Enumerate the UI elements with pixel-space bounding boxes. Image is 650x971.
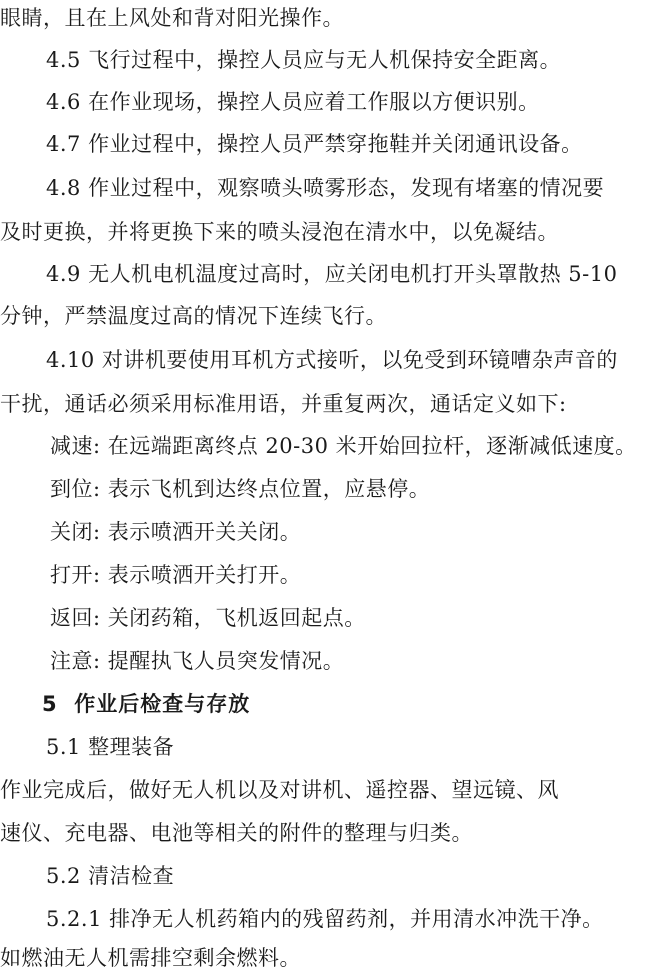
clause-4-10-continued: 干扰，通话必须采用标准用语，并重复两次，通话定义如下: (0, 392, 567, 416)
clause-4-9-continued: 分钟，严禁温度过高的情况下连续飞行。 (0, 304, 387, 328)
clause-4-8-continued: 及时更换，并将更换下来的喷头浸泡在清水中，以免凝结。 (0, 220, 559, 244)
subsection-heading-5-2: 5.2 清洁检查 (46, 864, 175, 888)
definition-open: 打开: 表示喷洒开关打开。 (50, 563, 302, 587)
subsection-heading-5-1: 5.1 整理装备 (46, 735, 175, 759)
clause-4-10: 4.10 对讲机要使用耳机方式接听，以免受到环镜嘈杂声音的 (46, 348, 618, 372)
clause-4-8: 4.8 作业过程中，观察喷头喷雾形态，发现有堵塞的情况要 (46, 176, 605, 200)
clause-4-6: 4.6 在作业现场，操控人员应着工作服以方便识别。 (46, 90, 540, 114)
clause-5-1-continued: 速仪、充电器、电池等相关的附件的整理与归类。 (0, 821, 473, 845)
clause-4-5: 4.5 飞行过程中，操控人员应与无人机保持安全距离。 (46, 48, 562, 72)
clause-5-2-1: 5.2.1 排净无人机药箱内的残留药剂，并用清水冲洗干净。 (46, 907, 604, 931)
clause-5-1-text: 作业完成后，做好无人机以及对讲机、遥控器、望远镜、风 (0, 778, 559, 802)
clause-4-9: 4.9 无人机电机温度过高时，应关闭电机打开头罩散热 5-10 (46, 262, 618, 286)
definition-close: 关闭: 表示喷洒开关关闭。 (50, 520, 302, 544)
clause-5-2-1-continued: 如燃油无人机需排空剩余燃料。 (0, 946, 301, 970)
definition-in-position: 到位: 表示飞机到达终点位置，应悬停。 (50, 477, 431, 501)
definition-return: 返回: 关闭药箱，飞机返回起点。 (50, 606, 366, 630)
section-heading: 5 作业后检查与存放 (42, 692, 251, 716)
definition-decelerate: 减速: 在远端距离终点 20-30 米开始回拉杆，逐渐减低速度。 (50, 434, 637, 458)
definition-attention: 注意: 提醒执飞人员突发情况。 (50, 649, 345, 673)
clause-4-7: 4.7 作业过程中，操控人员严禁穿拖鞋并关闭通讯设备。 (46, 132, 583, 156)
paragraph-line: 眼睛，且在上风处和背对阳光操作。 (0, 6, 344, 30)
